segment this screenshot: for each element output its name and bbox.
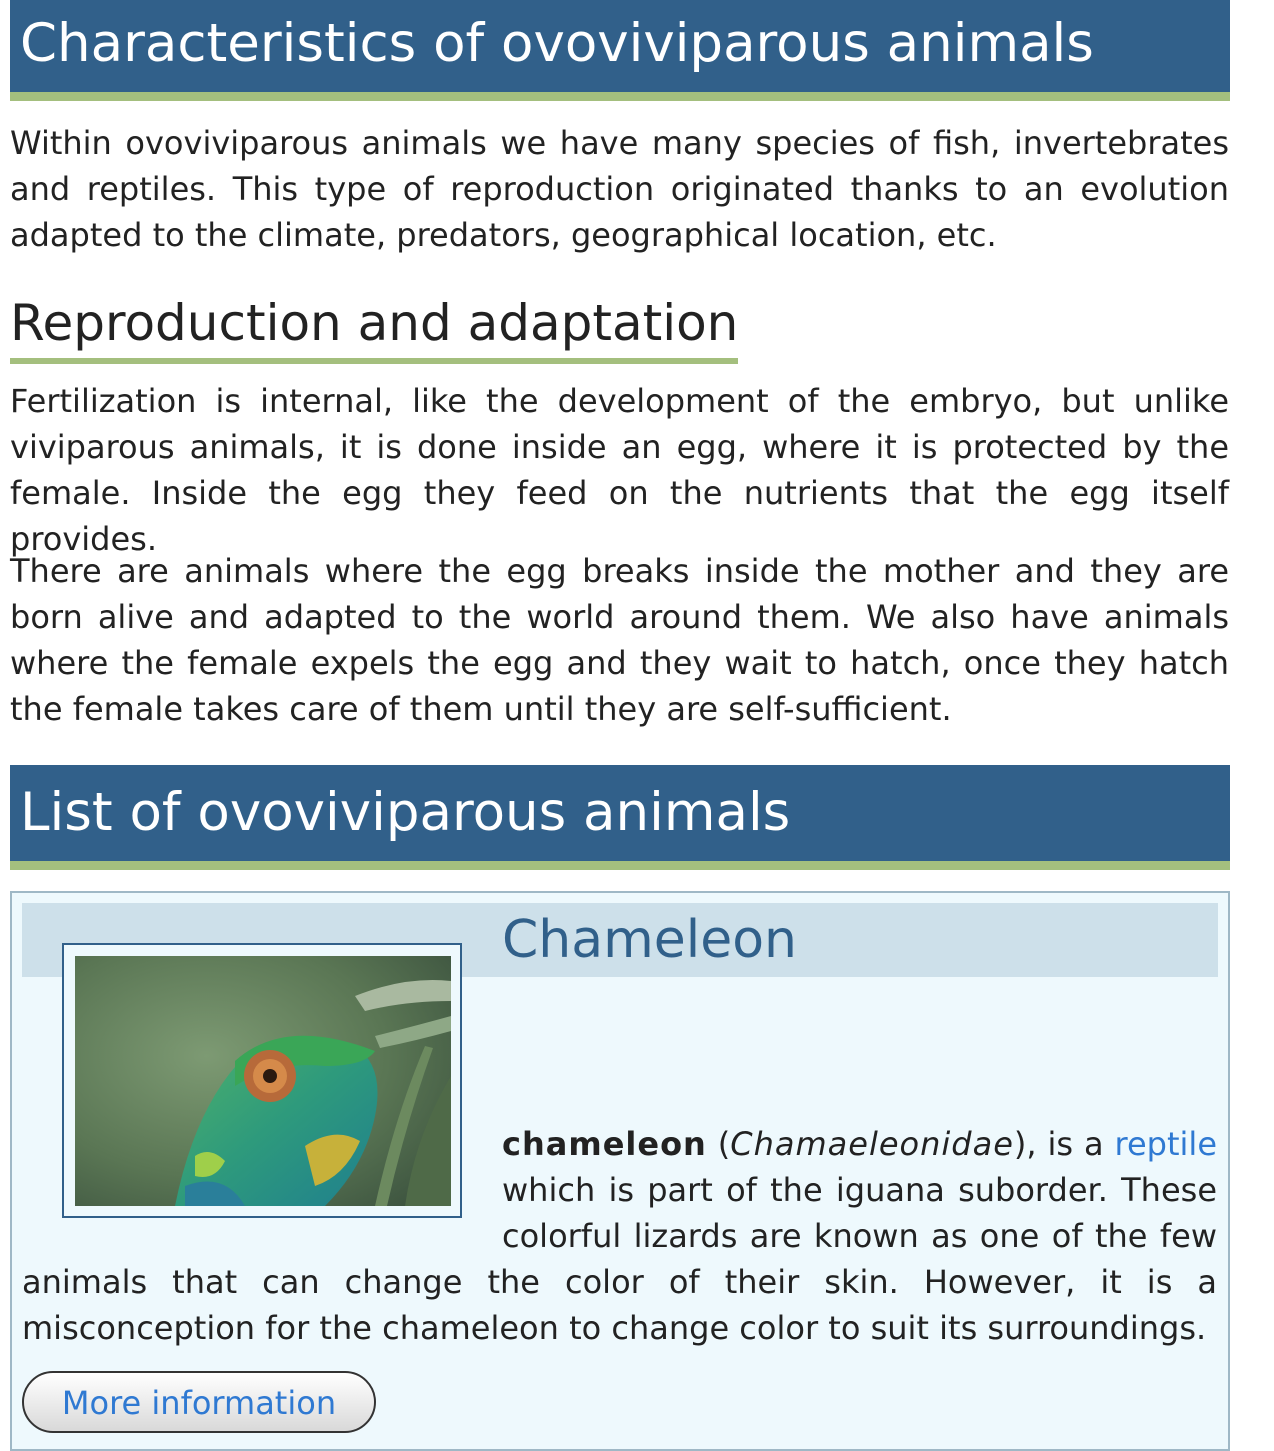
reptile-link[interactable]: reptile: [1114, 1125, 1217, 1163]
birth-paragraph: There are animals where the egg breaks inside the mother and they are born alive and adapted to the world around them. We also have animals where the female expels the egg and they wait to hatch, once they hatch the female takes care of them until they are self-sufficient.: [10, 552, 1229, 728]
scientific-name: Chamaeleonidae: [730, 1125, 1014, 1163]
more-information-button[interactable]: More information: [22, 1371, 376, 1433]
intro-paragraph: Within ovoviviparous animals we have many species of fish, invertebrates and reptiles. This type of reproduction originated thanks to an evolution adapted to the climate, predators, geographical location, etc.: [10, 124, 1229, 254]
section-header-characteristics: [10, 0, 1230, 101]
rest-text: which is part of the iguana suborder. These colorful lizards are known as one of the few animals that can change the color of their skin. However, it is a misconception for the chameleon to change color to suit its surroundings.: [22, 1171, 1217, 1347]
subsection-title: Reproduction and adaptation: [10, 290, 738, 364]
section-title: Characteristics of ovoviviparous animals: [20, 13, 1094, 74]
open-paren: (: [706, 1125, 731, 1163]
section-header-list: [10, 765, 1230, 870]
animal-card-chameleon: [10, 891, 1230, 1451]
fertilization-paragraph: Fertilization is internal, like the development of the embryo, but unlike viviparous animals, it is done inside an egg, where it is protected by the female. Inside the egg they feed on the nutrients that the egg itself provides.: [10, 382, 1229, 558]
mid-text: ), is a: [1013, 1125, 1115, 1163]
card-title: Chameleon: [502, 910, 797, 970]
animal-name: chameleon: [502, 1125, 707, 1163]
image-float-spacer: [22, 1121, 502, 1259]
section-title: List of ovoviviparous animals: [20, 782, 791, 843]
card-description: [22, 1121, 1217, 1351]
